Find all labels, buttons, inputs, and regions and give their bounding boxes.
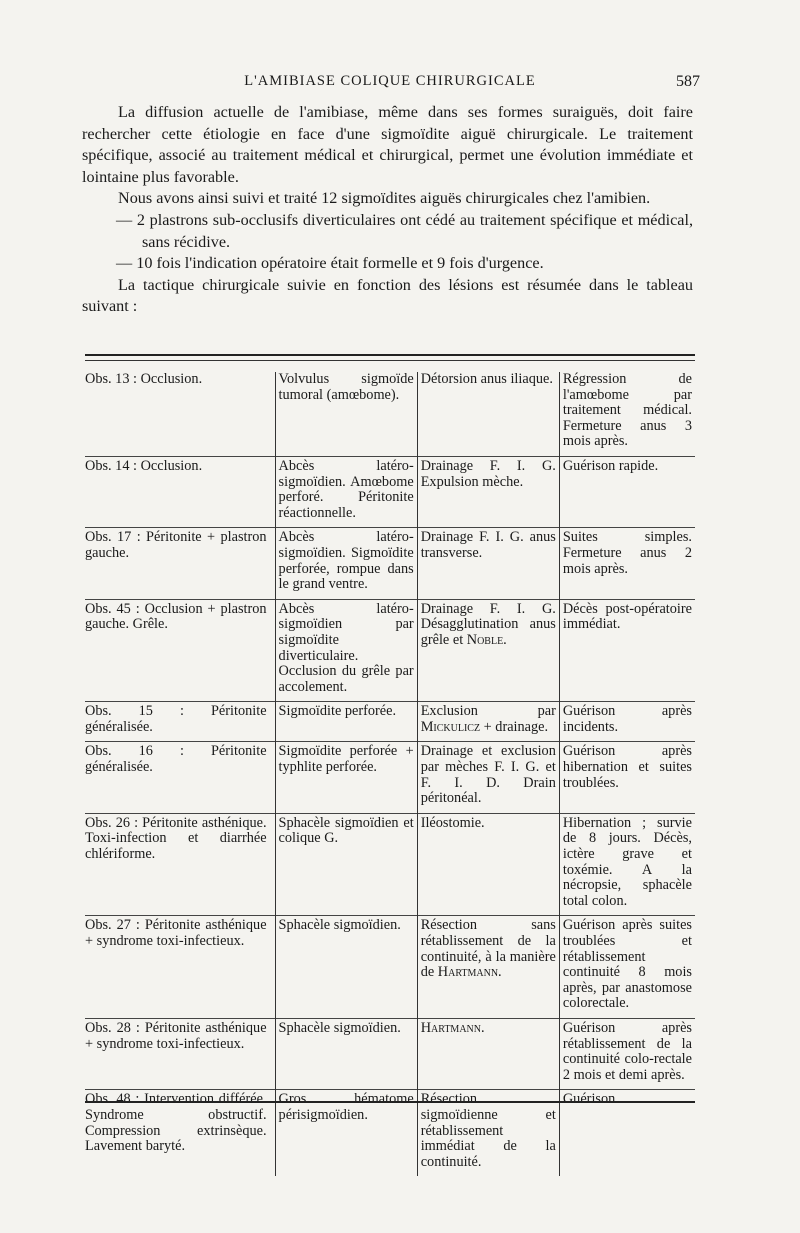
treatment-text	[421, 744, 556, 806]
outcome-cell	[559, 916, 695, 1019]
lesion-text: Abcès latéro-sigmoïdien. Sigmoïdite perforée, rompue dans le grand ventre.	[278, 529, 414, 593]
page-header	[80, 73, 700, 95]
lesion-cell	[275, 1018, 417, 1089]
treatment-main-text: Résection sans rétablissement de la continuité, à la manière de	[420, 917, 556, 981]
table-row	[85, 813, 695, 916]
lesion-text: Gros hématome périsigmoïdien.	[278, 1091, 414, 1123]
outcome-cell	[559, 702, 695, 742]
treatment-text	[421, 602, 556, 649]
lesion-cell	[275, 528, 417, 599]
surgeon-name: Hartmann.	[420, 1019, 485, 1036]
lesion-cell	[275, 456, 417, 527]
treatment-main-text: Drainage F. I. G. anus transverse.	[420, 529, 556, 561]
lesion-cell	[275, 372, 417, 456]
outcome-text: Guérison rapide.	[562, 457, 659, 474]
lesion-cell	[275, 813, 417, 916]
outcome-cell	[559, 599, 695, 702]
outcome-text: Guérison après suites troublées et rétablissement continuité 8 mois après, par anastomose colorectale.	[562, 917, 692, 1012]
paragraph-dash-item: — 10 fois l'indication opératoire était formelle et 9 fois d'urgence.	[116, 254, 544, 273]
surgeon-name: Mickulicz	[420, 718, 481, 735]
table-row	[85, 742, 695, 813]
observations-table	[85, 372, 695, 1176]
outcome-text: Guérison.	[562, 1091, 619, 1108]
table-row	[85, 1018, 695, 1089]
table-top-rule	[85, 354, 695, 356]
treatment-main-text: Drainage et exclusion par mèches F. I. G. et F. I. D. Drain péritonéal.	[420, 743, 556, 807]
outcome-cell	[559, 528, 695, 599]
treatment-cell	[417, 372, 559, 456]
surgeon-name: Noble.	[466, 631, 507, 648]
table-bottom-rule	[85, 1101, 695, 1103]
lesion-cell	[275, 702, 417, 742]
observation-cell	[85, 372, 275, 456]
observation-text: Obs. 13 : Occlusion.	[85, 371, 203, 387]
treatment-text	[421, 1092, 556, 1170]
outcome-text: Guérison après rétablissement de la continuité colo-rectale 2 mois et demi après.	[562, 1019, 692, 1083]
lesion-text: Sphacèle sigmoïdien.	[278, 1019, 401, 1036]
table-row	[85, 372, 695, 456]
treatment-main-text: Iléostomie.	[420, 814, 485, 831]
observation-cell	[85, 742, 275, 813]
observation-cell	[85, 1018, 275, 1089]
treatment-cell	[417, 742, 559, 813]
paragraph: Nous avons ainsi suivi et traité 12 sigmoïdites aiguës chirurgicales chez l'amibien.	[118, 189, 651, 208]
outcome-cell	[559, 456, 695, 527]
table-row	[85, 702, 695, 742]
surgeon-name: Hartmann.	[437, 964, 502, 981]
observation-cell	[85, 599, 275, 702]
table-row	[85, 528, 695, 599]
paragraph-dash-item: — 2 plastrons sub-occlusifs diverticulaires ont cédé au traitement spécifique et médical, sans récidive.	[116, 210, 693, 251]
outcome-cell	[559, 742, 695, 813]
outcome-text: Guérison après incidents.	[562, 703, 692, 735]
observation-text: Obs. 17 : Péritonite + plastron gauche.	[85, 529, 267, 561]
observation-cell	[85, 702, 275, 742]
treatment-cell	[417, 813, 559, 916]
table-top-rule-thin	[85, 360, 695, 361]
paragraph: La diffusion actuelle de l'amibiase, même dans ses formes suraiguës, doit faire rechercher cette étiologie en face d'une sigmoïdite aiguë chirurgicale. Le traitement spécifique, associé au traitement médical et chirurgical, permet une évolution immédiate et lointaine plus favorable.	[82, 103, 693, 186]
outcome-text: Régression de l'amœbome par traitement médical. Fermeture anus 3 mois après.	[562, 371, 692, 450]
outcome-cell	[559, 1018, 695, 1089]
observation-cell	[85, 916, 275, 1019]
treatment-main-text: Drainage F. I. G. Désagglutination anus grêle et	[420, 600, 556, 648]
outcome-text: Décès post-opératoire immédiat.	[562, 600, 692, 633]
lesion-text: Sphacèle sigmoïdien et colique G.	[278, 814, 414, 847]
outcome-cell	[559, 813, 695, 916]
observation-cell	[85, 528, 275, 599]
treatment-main-text: Résection sigmoïdienne et rétablissement immédiat de la continuité.	[420, 1091, 556, 1170]
lesion-cell	[275, 599, 417, 702]
treatment-text	[421, 704, 556, 735]
lesion-text: Sphacèle sigmoïdien.	[278, 917, 401, 934]
body-text	[82, 102, 693, 318]
observation-text: Obs. 14 : Occlusion.	[85, 457, 203, 474]
treatment-cell	[417, 702, 559, 742]
treatment-cell	[417, 528, 559, 599]
treatment-main-text: Exclusion par	[420, 703, 556, 720]
lesion-text: Sigmoïdite perforée.	[278, 703, 397, 720]
treatment-cell	[417, 916, 559, 1019]
treatment-text	[421, 1021, 556, 1037]
lesion-text: Sigmoïdite perforée + typhlite perforée.	[278, 743, 414, 776]
treatment-text	[421, 459, 556, 490]
observation-text: Obs. 28 : Péritonite asthénique + syndrome toxi-infectieux.	[85, 1019, 267, 1052]
observation-text: Obs. 27 : Péritonite asthénique + syndrome toxi-infectieux.	[85, 917, 267, 949]
lesion-text: Abcès latéro-sigmoïdien par sigmoïdite diverticulaire. Occlusion du grêle par accolement.	[278, 600, 414, 695]
lesion-text: Volvulus sigmoïde tumoral (amœbome).	[278, 371, 414, 403]
lesion-cell	[275, 742, 417, 813]
treatment-text	[421, 530, 556, 561]
treatment-cell	[417, 456, 559, 527]
table-row	[85, 456, 695, 527]
treatment-main-text: Drainage F. I. G. Expulsion mèche.	[420, 457, 556, 490]
observation-cell	[85, 813, 275, 916]
observation-text: Obs. 45 : Occlusion + plastron gauche. Grêle.	[85, 600, 267, 633]
treatment-cell	[417, 1018, 559, 1089]
treatment-after-text: + drainage.	[483, 718, 549, 735]
lesion-cell	[275, 916, 417, 1019]
treatment-cell	[417, 599, 559, 702]
table-row	[85, 916, 695, 1019]
observation-text: Obs. 15 : Péritonite généralisée.	[85, 703, 267, 735]
page-number: 587	[676, 73, 700, 90]
outcome-text: Hibernation ; survie de 8 jours. Décès, ictère grave et toxémie. A la nécropsie, sphacèle total colon.	[562, 814, 692, 909]
paragraph: La tactique chirurgicale suivie en fonction des lésions est résumée dans le tableau suivant :	[82, 275, 693, 316]
observation-text: Obs. 26 : Péritonite asthénique. Toxi-infection et diarrhée chlériforme.	[85, 814, 267, 863]
observation-text: Obs. 48 : Intervention différée. Syndrome obstructif. Compression extrinsèque. Lavement baryté.	[85, 1091, 267, 1155]
treatment-text	[421, 918, 556, 980]
lesion-text: Abcès latéro-sigmoïdien. Amœbome perforé. Péritonite réactionnelle.	[278, 457, 414, 521]
observation-text: Obs. 16 : Péritonite généralisée.	[85, 743, 267, 776]
treatment-text	[421, 816, 556, 832]
table-row	[85, 599, 695, 702]
outcome-cell	[559, 372, 695, 456]
observation-cell	[85, 456, 275, 527]
treatment-text	[421, 372, 556, 388]
outcome-text: Guérison après hibernation et suites troublées.	[562, 743, 692, 791]
outcome-text: Suites simples. Fermeture anus 2 mois après.	[562, 529, 692, 577]
running-title: L'AMIBIASE COLIQUE CHIRURGICALE	[244, 73, 536, 89]
treatment-main-text: Détorsion anus iliaque.	[420, 371, 553, 387]
